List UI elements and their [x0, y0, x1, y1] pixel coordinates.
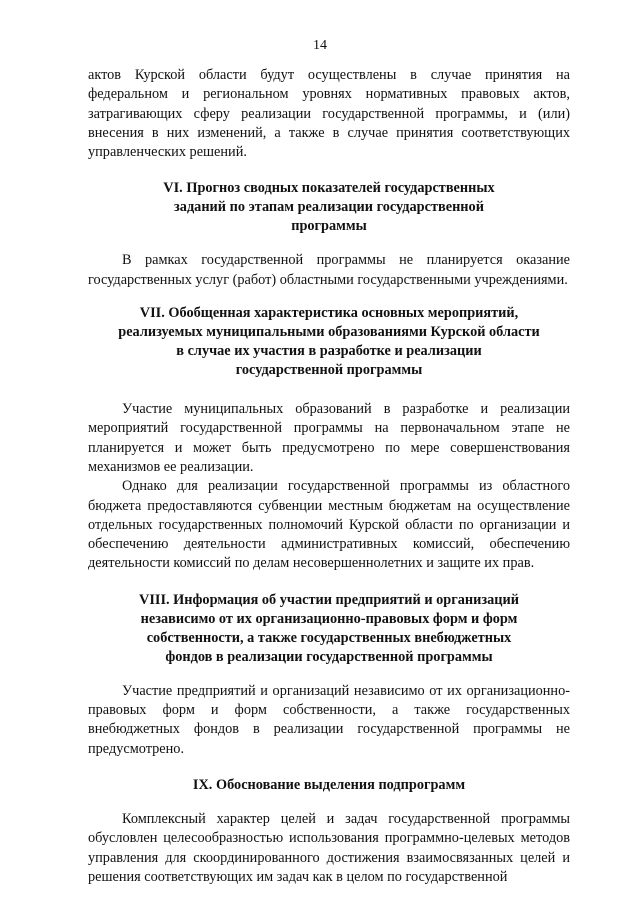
heading-line: заданий по этапам реализации государственной [174, 199, 484, 216]
section-8-paragraph: Участие предприятий и организаций независимо от их организационно-правовых форм и форм собственности, а также государственных внебюджетных фондов в реализации государственной программы не предусмотрено. [88, 682, 570, 757]
section-9-heading [88, 776, 570, 795]
heading-line: VI. Прогноз сводных показателей государственных [163, 180, 495, 197]
heading-line: государственной программы [235, 362, 423, 379]
heading-line: VIII. Информация об участии предприятий и организаций [139, 591, 519, 608]
section-8-heading [88, 591, 570, 667]
heading-line: независимо от их организационно-правовых форм и форм [140, 610, 518, 627]
page-number: 14 [313, 38, 327, 53]
heading-line: собственности, а также государственных внебюджетных [146, 629, 512, 646]
section-7-paragraph: Участие муниципальных образований в разработке и реализации мероприятий государственной программы на первоначальном этапе не планируется и может быть предусмотрено по мере совершенствования механизмов ее реализации. [88, 401, 570, 475]
intro-paragraph: актов Курской области будут осуществлены в случае принятия на федеральном и региональном уровнях нормативных правовых актов, затрагивающих сферу реализации государственной программы, и (или) внесения в них изменений, а также в случае принятия соответствующих управленческих решений. [88, 67, 570, 161]
heading-line: IX. Обоснование выделения подпрограмм [192, 776, 466, 793]
heading-line: фондов в реализации государственной программы [165, 648, 493, 665]
section-6-paragraph: В рамках государственной программы не планируется оказание государственных услуг (работ) областными государственными учреждениями. [88, 252, 570, 288]
heading-line: реализуемых муниципальными образованиями Курской области [118, 324, 540, 341]
section-7-heading [88, 304, 570, 380]
heading-line: программы [291, 218, 367, 235]
heading-line: в случае их участия в разработке и реализации [176, 343, 482, 360]
page-body [88, 66, 570, 887]
heading-line: VII. Обобщенная характеристика основных мероприятий, [139, 305, 519, 322]
section-9-paragraph: Комплексный характер целей и задач государственной программы обусловлен целесообразностью использования программно-целевых методов управления для скоординированного достижения взаимосвязанных целей и решения соответствующих им задач как в целом по государственной [88, 810, 570, 885]
section-6-heading [88, 179, 570, 236]
section-7-paragraph: Однако для реализации государственной программы из областного бюджета предоставляются субвенции местным бюджетам на осуществление отдельных государственных полномочий Курской области по организации и обеспечению деятельности административных комиссий, обеспечению деятельности комиссий по делам несовершеннолетних и защите их прав. [88, 478, 570, 572]
